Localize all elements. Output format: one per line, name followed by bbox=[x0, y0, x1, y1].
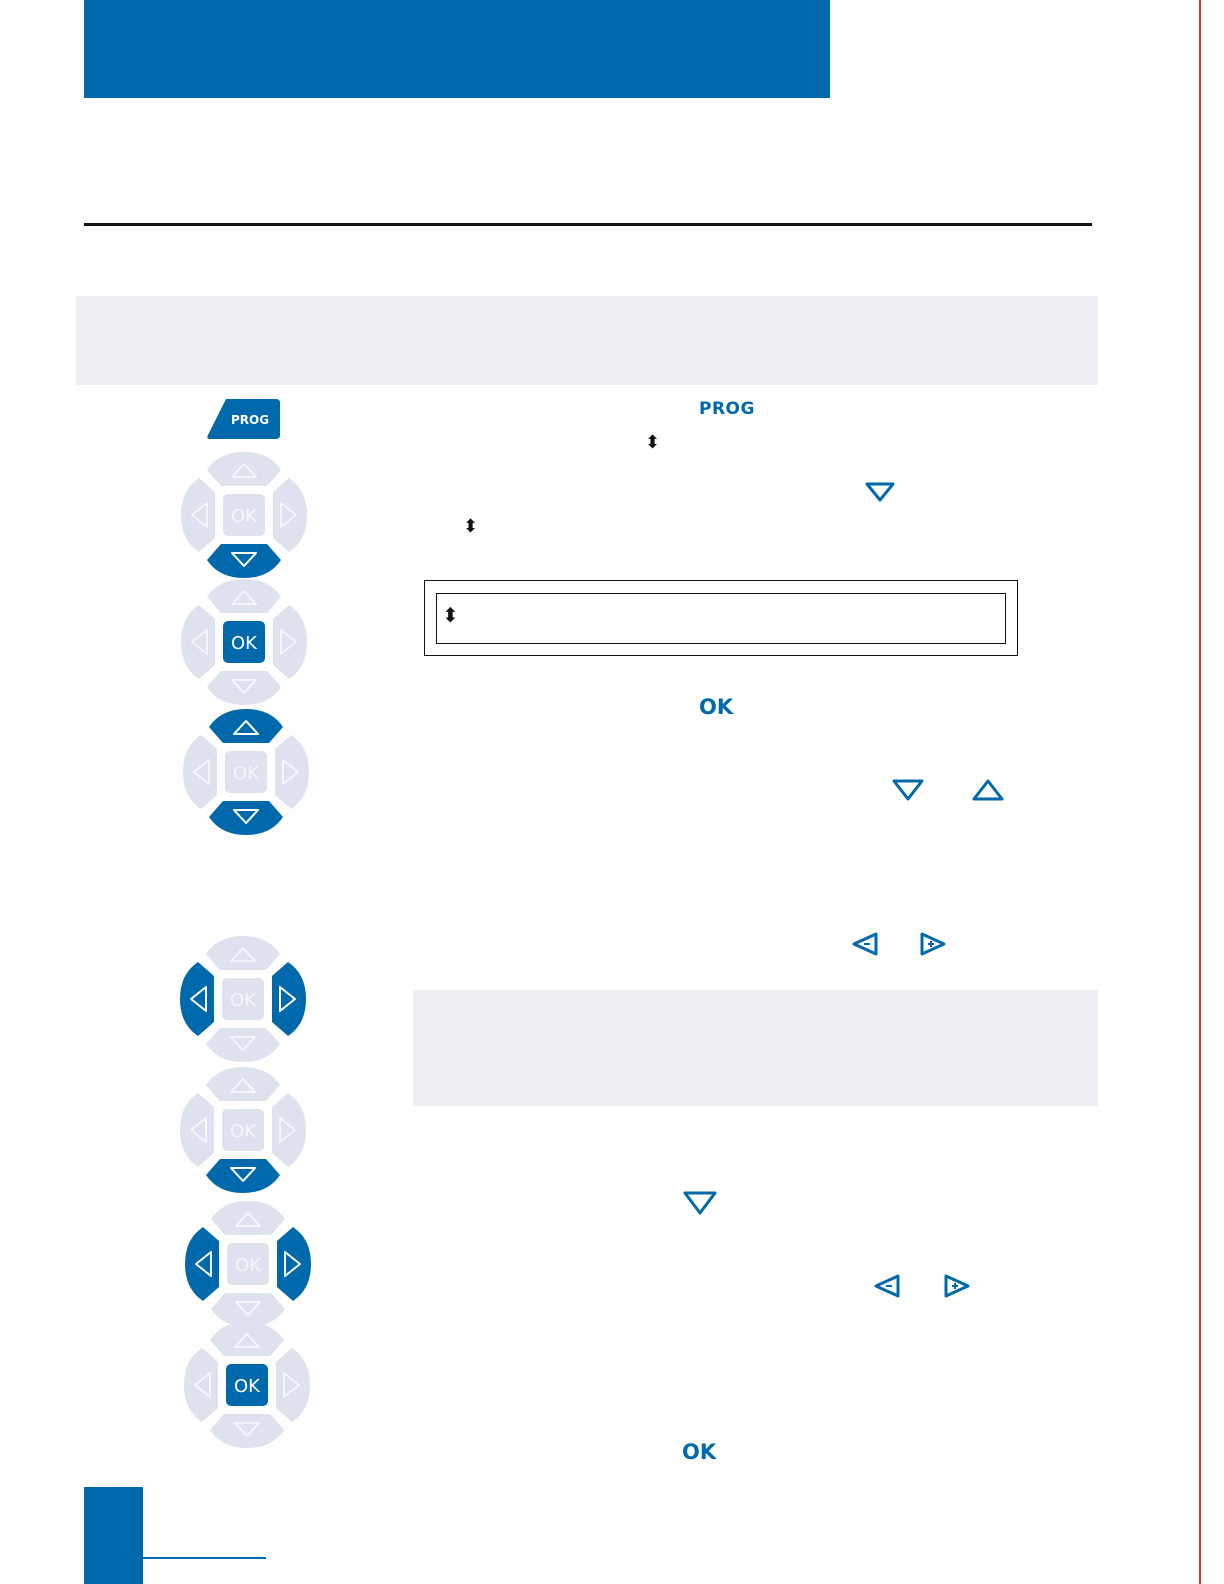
up-key bbox=[210, 1322, 284, 1356]
svg-text:OK: OK bbox=[235, 1255, 261, 1276]
left-minus-arrow-icon bbox=[873, 1273, 901, 1299]
left-key bbox=[180, 1093, 214, 1167]
right-key bbox=[272, 962, 306, 1036]
left-key bbox=[181, 478, 215, 552]
svg-text:OK: OK bbox=[234, 1376, 260, 1397]
display-screen bbox=[436, 593, 1006, 644]
right-plus-arrow-icon bbox=[943, 1273, 971, 1299]
footer-line bbox=[124, 1557, 266, 1559]
header-bar bbox=[84, 0, 830, 98]
ok-label: OK bbox=[682, 1440, 717, 1464]
up-key bbox=[206, 1067, 280, 1101]
down-arrow-icon bbox=[682, 1190, 718, 1216]
down-key bbox=[207, 544, 281, 578]
navigation-pad-icon bbox=[183, 1199, 313, 1329]
down-arrow-icon bbox=[864, 481, 896, 503]
page-number-tab bbox=[84, 1487, 143, 1584]
left-key bbox=[181, 605, 215, 679]
left-key bbox=[184, 1348, 218, 1422]
navigation-pad-icon bbox=[182, 1320, 312, 1450]
svg-text:OK: OK bbox=[231, 633, 257, 654]
up-arrow-icon bbox=[971, 778, 1005, 802]
left-minus-arrow-icon bbox=[851, 931, 879, 957]
navigation-pad-icon bbox=[178, 934, 308, 1064]
right-plus-arrow-icon bbox=[919, 931, 947, 957]
note-band bbox=[413, 990, 1098, 1106]
ok-label: OK bbox=[699, 695, 734, 719]
up-key bbox=[207, 579, 281, 613]
left-key bbox=[183, 735, 217, 809]
svg-text:OK: OK bbox=[230, 1121, 256, 1142]
svg-text:OK: OK bbox=[231, 506, 257, 527]
navigation-pad-icon bbox=[178, 1065, 308, 1195]
section-rule bbox=[84, 223, 1092, 226]
prog-key-icon bbox=[206, 399, 280, 439]
up-key bbox=[211, 1201, 285, 1235]
down-key bbox=[209, 801, 283, 835]
down-key bbox=[206, 1028, 280, 1062]
up-key bbox=[206, 936, 280, 970]
down-key bbox=[206, 1159, 280, 1193]
right-key bbox=[272, 1093, 306, 1167]
intro-band bbox=[76, 296, 1098, 385]
right-key bbox=[276, 1348, 310, 1422]
prog-label: PROG bbox=[699, 399, 755, 419]
up-key bbox=[209, 709, 283, 743]
navigation-pad-icon bbox=[179, 450, 309, 580]
left-key bbox=[180, 962, 214, 1036]
left-key bbox=[185, 1227, 219, 1301]
navigation-pad-icon bbox=[179, 577, 309, 707]
up-key bbox=[207, 452, 281, 486]
margin-line bbox=[1199, 0, 1201, 1584]
up-down-arrow-icon: ⬍ bbox=[645, 432, 661, 452]
down-key bbox=[210, 1414, 284, 1448]
display-scroll-indicator: ⬍ bbox=[442, 605, 459, 627]
up-down-arrow-icon: ⬍ bbox=[463, 516, 479, 536]
prog-key-label: PROG bbox=[230, 413, 270, 427]
down-arrow-icon bbox=[891, 778, 925, 802]
down-key bbox=[207, 671, 281, 705]
right-key bbox=[275, 735, 309, 809]
right-key bbox=[273, 605, 307, 679]
right-key bbox=[277, 1227, 311, 1301]
svg-text:OK: OK bbox=[230, 990, 256, 1011]
svg-text:OK: OK bbox=[233, 763, 259, 784]
navigation-pad-icon bbox=[181, 707, 311, 837]
right-key bbox=[273, 478, 307, 552]
